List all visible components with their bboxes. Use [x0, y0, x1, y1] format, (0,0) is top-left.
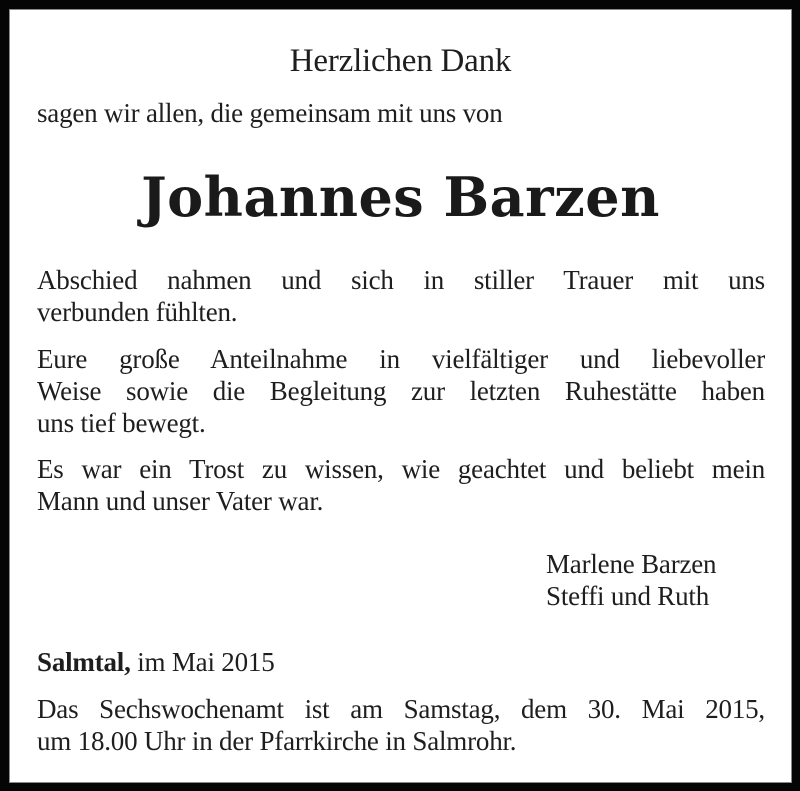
paragraph-line: verbunden fühlten. — [37, 297, 238, 327]
paragraph-line: uns tief bewegt. — [37, 408, 206, 438]
paragraph-comfort — [37, 453, 765, 517]
paragraph-farewell — [37, 264, 765, 328]
date-text: im Mai 2015 — [130, 647, 275, 677]
signature-line: Steffi und Ruth — [546, 581, 710, 611]
paragraph-sympathy — [37, 343, 765, 439]
paragraph-line: Mann und unser Vater war. — [37, 486, 324, 516]
service-announcement — [37, 693, 765, 757]
deceased-name: Johannes Barzen — [141, 165, 660, 229]
paragraph-line: Eure große Anteilnahme in vielfältiger und liebevoller — [37, 344, 765, 374]
paragraph-line: um 18.00 Uhr in der Pfarrkirche in Salmrohr. — [37, 726, 517, 756]
paragraph-line: Abschied nahmen und sich in stiller Trauer mit uns — [37, 265, 765, 295]
obituary-notice-card — [9, 9, 792, 783]
notice-intro: sagen wir allen, die gemeinsam mit uns von — [37, 98, 503, 128]
paragraph-line: Das Sechswochenamt ist am Samstag, dem 30. Mai 2015, — [37, 694, 765, 724]
place-name: Salmtal, — [37, 647, 131, 677]
signature-line: Marlene Barzen — [546, 549, 717, 579]
place-date-line — [37, 646, 275, 678]
paragraph-line: Weise sowie die Begleitung zur letzten Ruhestätte haben — [37, 376, 765, 406]
notice-heading: Herzlichen Dank — [289, 43, 512, 79]
paragraph-line: Es war ein Trost zu wissen, wie geachtet und beliebt mein — [37, 454, 765, 484]
